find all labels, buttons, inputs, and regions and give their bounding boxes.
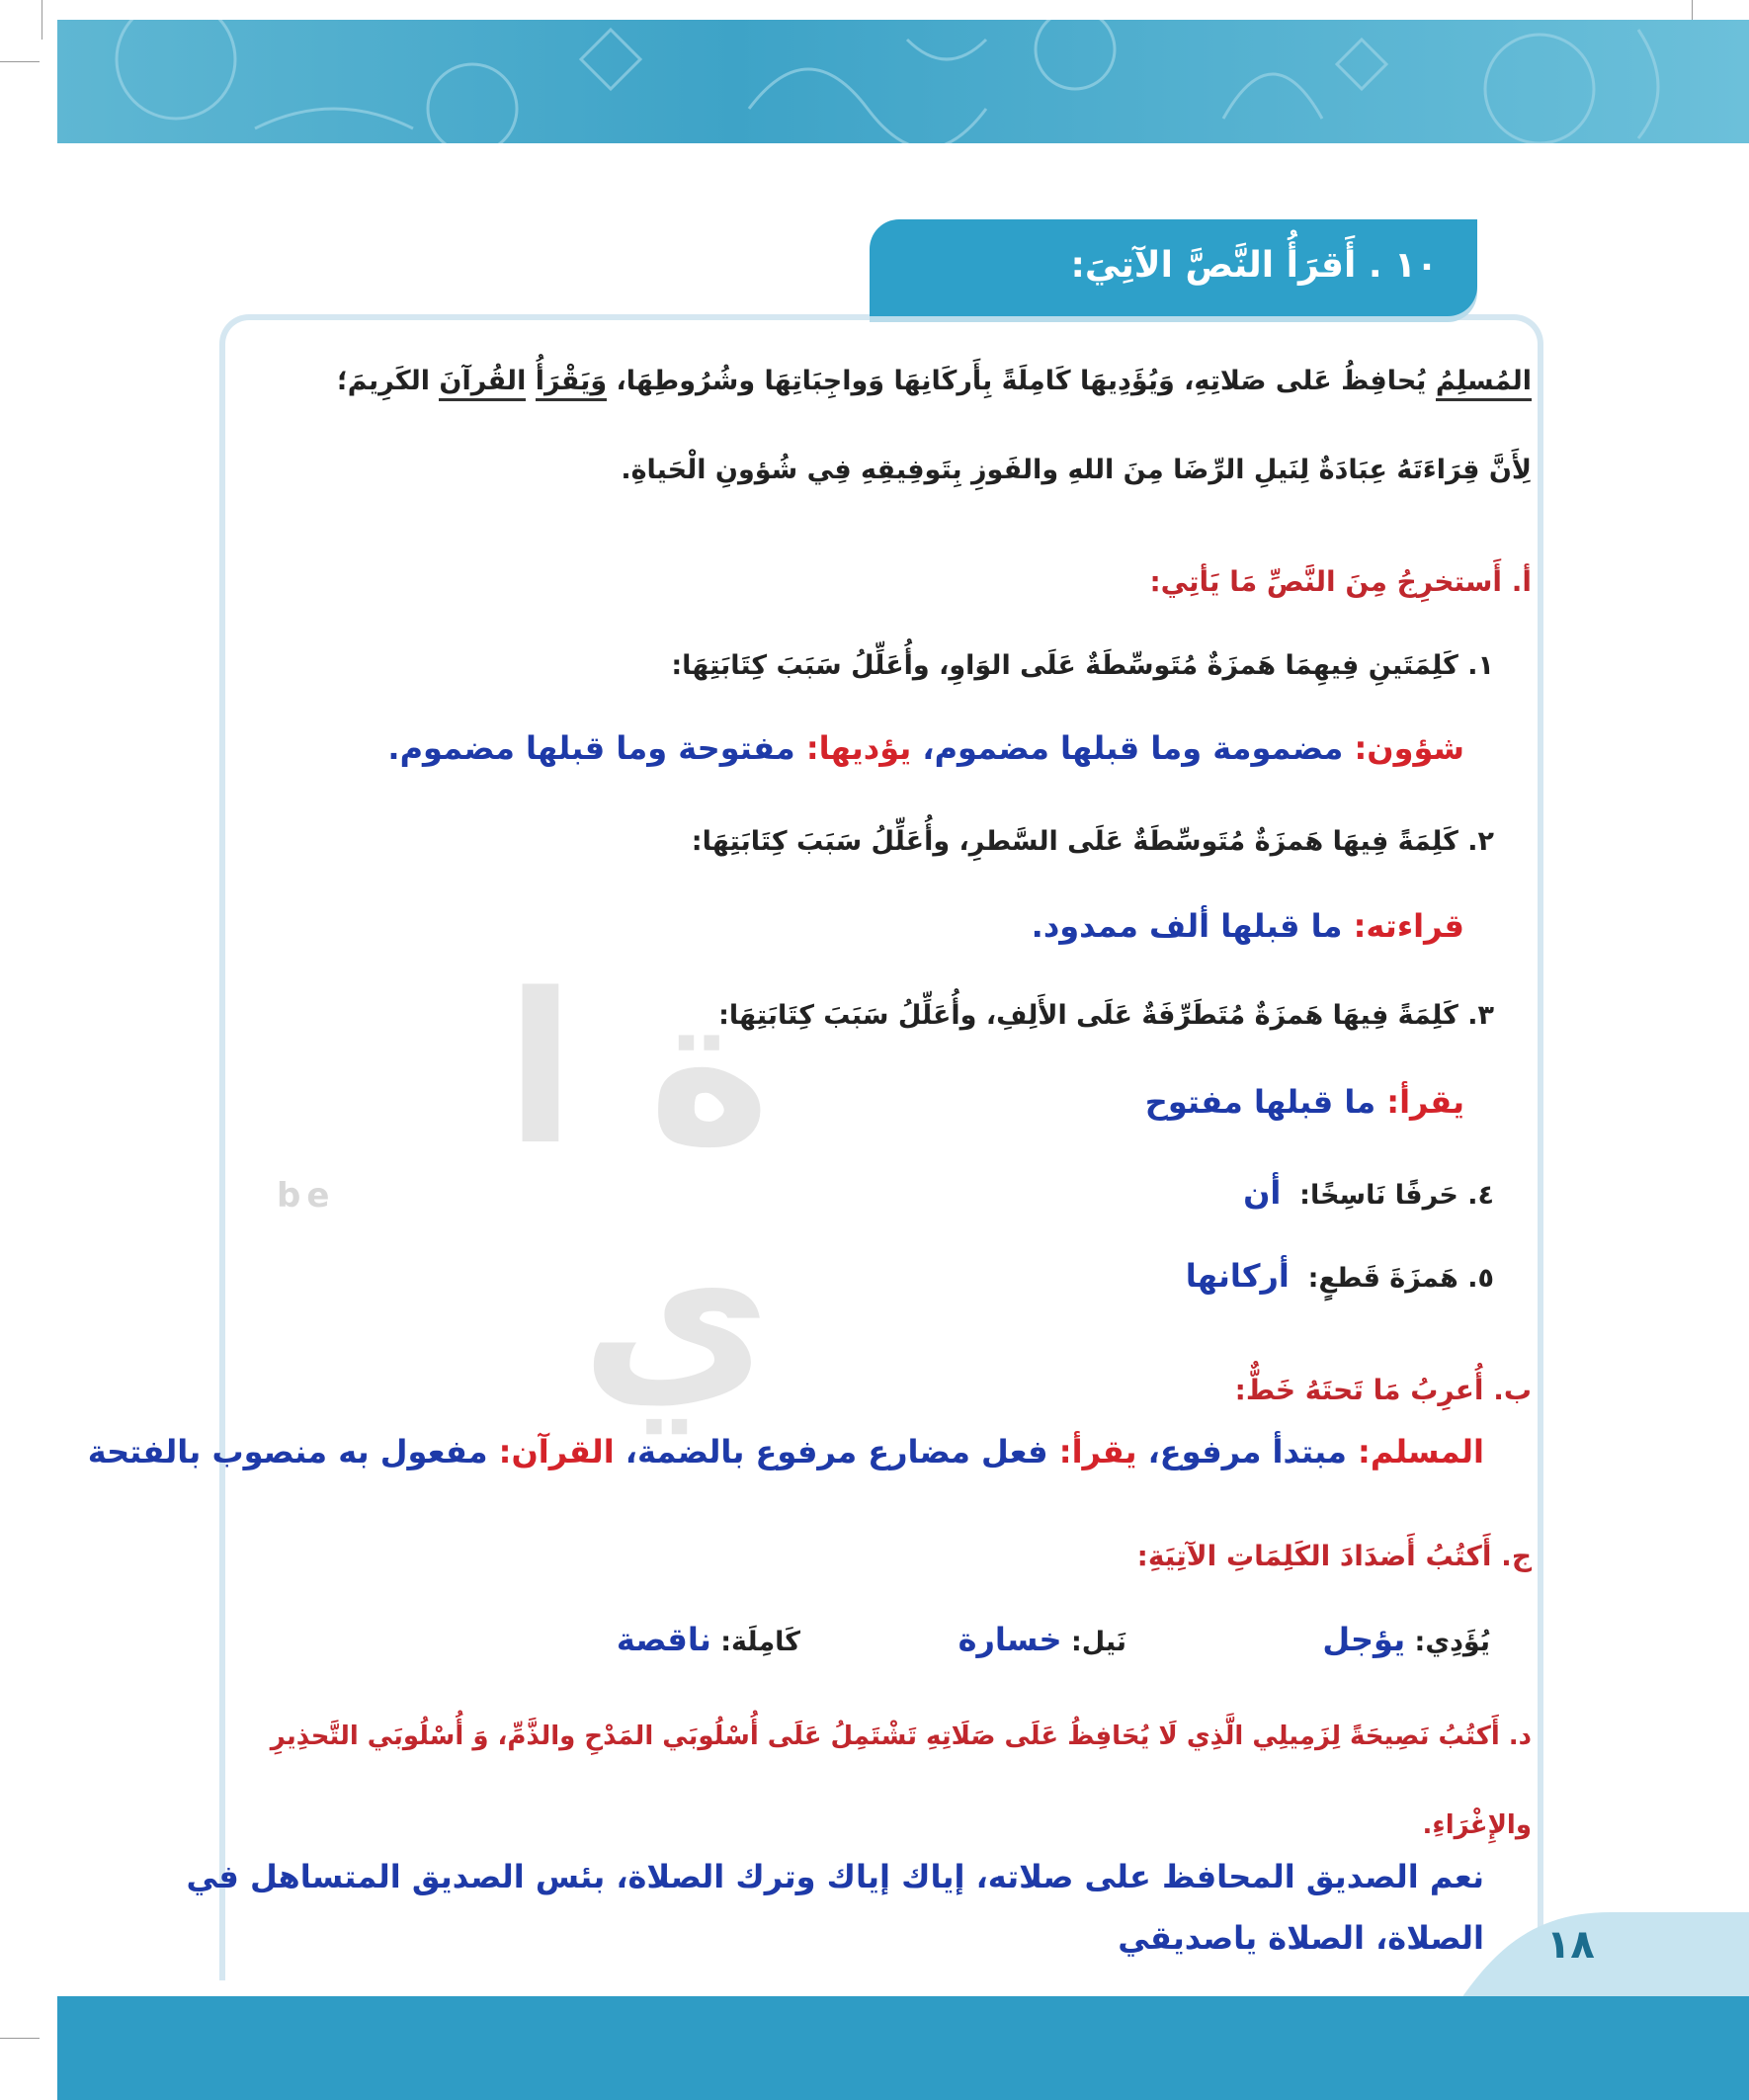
- antonym-answer-1: يؤجل: [1322, 1621, 1406, 1658]
- part-d-answer-2: الصلاة، الصلاة ياصديقي: [1118, 1919, 1484, 1957]
- antonym-answer-3: ناقصة: [616, 1621, 711, 1658]
- label-yaqra: يقرأ:: [1058, 1433, 1137, 1470]
- header-band: [57, 20, 1749, 143]
- crop-mark-bl-h: [0, 2038, 40, 2039]
- underlined-word-yaqra: وَيَقْرَأُ: [536, 366, 607, 401]
- answer-label-yaqra: يقرأ:: [1386, 1083, 1464, 1121]
- antonym-word-3: كَامِلَة:: [720, 1627, 800, 1657]
- antonym-3: [617, 1621, 800, 1658]
- answer-label-shuon: شؤون:: [1354, 729, 1464, 767]
- part-c-heading: ج. أَكتُبُ أَضدَادَ الكَلِمَاتِ الآتِيَةِ:: [1136, 1540, 1532, 1572]
- answer-text-3: ما قبلها مفتوح: [1144, 1083, 1387, 1121]
- label-muslim: المسلم:: [1358, 1433, 1484, 1470]
- passage-line-1-mid: يُحافِظُ عَلى صَلاتِهِ، وَيُؤَدِيهَا كَامِلَةً بِأَركَانِهَا وَواجِبَاتِهَا وشُرُوطِهَا،: [607, 366, 1436, 396]
- section-title-tab: [870, 219, 1477, 316]
- part-d-heading-2: والإِغْرَاءِ.: [1422, 1810, 1532, 1840]
- part-a-q4: [1243, 1174, 1494, 1212]
- answer-text-4: أن: [1243, 1174, 1282, 1212]
- part-a-q2: ٢. كَلِمَةً فِيهَا هَمزَةٌ مُتَوسِّطَةٌ عَلَى السَّطرِ، وأُعَلِّلُ سَبَبَ كِتَابَتِهَا:: [691, 826, 1494, 857]
- part-a-q5: [1186, 1257, 1494, 1295]
- part-b-answer: [88, 1433, 1484, 1470]
- answer-label-qiraatuhu: قراءته:: [1353, 907, 1464, 945]
- answer-text-1b: مفتوحة وما قبلها مضموم.: [387, 729, 806, 767]
- antonym-answer-2: خسارة: [958, 1621, 1062, 1658]
- antonym-2: [958, 1621, 1126, 1658]
- underlined-word-quran: القُرآنَ: [439, 366, 526, 401]
- watermark: ة ا ي: [504, 949, 771, 1433]
- part-a-q3: ٣. كَلِمَةً فِيهَا هَمزَةٌ مُتَطَرِّفَةٌ عَلَى الأَلِفِ، وأُعَلِّلُ سَبَبَ كِتَابَتِهَا:: [718, 1000, 1494, 1031]
- answer-text-5: أركانها: [1185, 1257, 1290, 1295]
- part-a-q1: ١. كَلِمَتَينِ فِيهِمَا هَمزَةٌ مُتَوسِّطَةٌ عَلَى الوَاوِ، وأُعَلِّلُ سَبَبَ كِتَابَتِهَا:: [671, 650, 1494, 681]
- label-quran: القرآن:: [498, 1433, 615, 1470]
- section-title: ١٠ . أَقرَأُ النَّصَّ الآتِيَ:: [1070, 245, 1438, 286]
- underlined-word-muslim: المُسلِمُ: [1436, 366, 1532, 401]
- text-b2: فعل مضارع مرفوع بالضمة،: [614, 1433, 1059, 1470]
- part-a-q5-text: ٥. هَمزَةَ قَطعٍ:: [1307, 1263, 1494, 1294]
- passage-line-1: [337, 366, 1532, 396]
- crop-mark-tl-h: [0, 61, 40, 62]
- part-a-answer-3: [1145, 1083, 1464, 1121]
- part-d-answer-1: نعم الصديق المحافظ على صلاته، إياك إياك وترك الصلاة، بئس الصديق المتساهل في: [186, 1858, 1484, 1895]
- footer-band: [57, 1996, 1749, 2100]
- antonym-1: [1322, 1621, 1490, 1658]
- page-number: ١٨: [1546, 1922, 1595, 1968]
- part-a-heading: أ. أَستخرِجُ مِنَ النَّصِّ مَا يَأتِي:: [1149, 565, 1532, 598]
- answer-label-yuaddiha: يؤديها:: [805, 729, 912, 767]
- part-a-q4-text: ٤. حَرفًا نَاسِخًا:: [1299, 1180, 1494, 1211]
- text-b1: مبتدأ مرفوع،: [1136, 1433, 1359, 1470]
- antonym-word-1: يُؤَدِي:: [1414, 1627, 1490, 1657]
- watermark-small: be: [277, 1176, 336, 1216]
- passage-line-1-end: الكَرِيمَ؛: [337, 366, 440, 396]
- part-a-answer-1: [387, 729, 1464, 767]
- part-b-heading: ب. أُعرِبُ مَا تَحتَهُ خَطٌّ:: [1234, 1374, 1532, 1406]
- part-d-heading-1: د. أَكتُبُ نَصِيحَةً لِزَمِيلِي الَّذِي لَا يُحَافِظُ عَلَى صَلَاتِهِ تَشْتَمِلُ عَلَى أُسْلُوبَي المَدْحِ والذَّمِّ، وَ أُسْلُوبَي التَّحذِيرِ: [270, 1722, 1532, 1751]
- answer-text-2: ما قبلها ألف ممدود.: [1031, 907, 1354, 945]
- answer-text-1a: مضمومة وما قبلها مضموم،: [911, 729, 1355, 767]
- antonym-word-2: نَيل:: [1070, 1627, 1126, 1657]
- part-a-answer-2: [1032, 907, 1464, 945]
- text-b3: مفعول به منصوب بالفتحة: [87, 1433, 499, 1470]
- passage-line-2: لِأَنَّ قِرَاءَتَهُ عِبَادَةٌ لِنَيلِ الرِّضَا مِنَ اللهِ والفَوزِ بِتَوفِيقِهِ فِي شُؤونِ الْحَياةِ.: [621, 455, 1532, 485]
- header-ornament-icon: [57, 20, 1749, 143]
